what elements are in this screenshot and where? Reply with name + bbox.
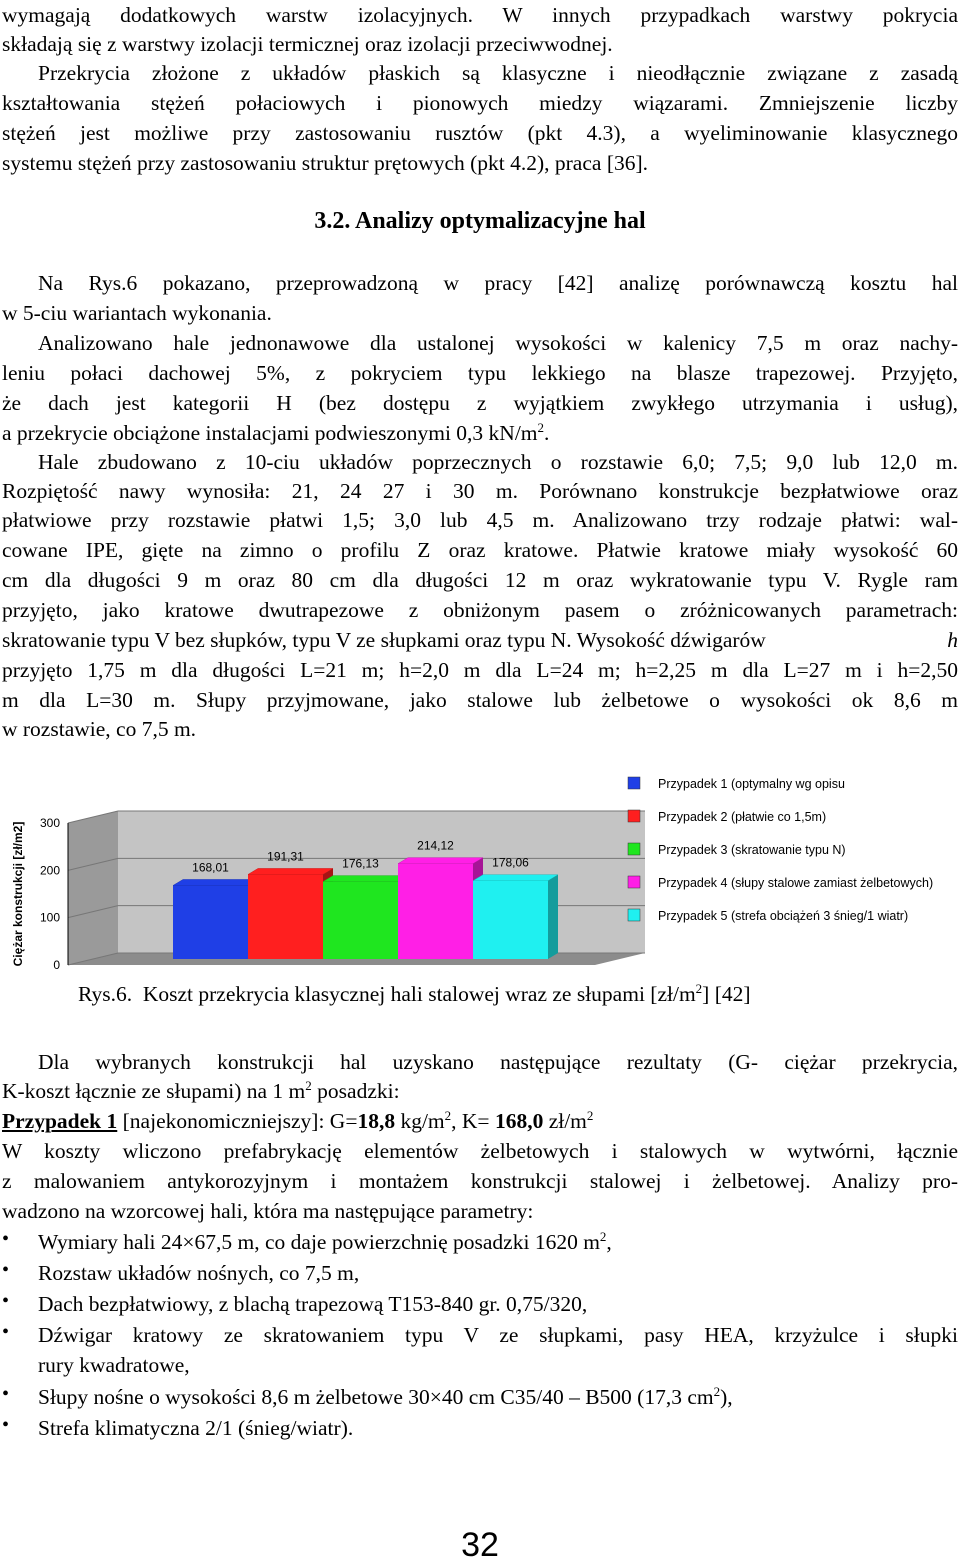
bar — [173, 885, 248, 959]
y-tick-label: 0 — [53, 958, 60, 972]
text-line: W koszty wliczono prefabrykację elementów żelbetowych i stalowych w wytwórni, łącznie — [2, 1139, 958, 1163]
text-segment: ), — [720, 1385, 733, 1409]
legend-label: Przypadek 2 (płatwie co 1,5m) — [658, 810, 827, 824]
bullet-icon: • — [2, 1228, 10, 1250]
y-axis-label: Ciężar konstrukcji [zł/m2] — [11, 821, 25, 967]
text-line: z malowaniem antykorozyjnym i montażem konstrukcji stalowej i żelbetowej. Analizy pro- — [2, 1169, 958, 1193]
superscript: 2 — [537, 420, 545, 435]
text-line: przyjęto, jako kratowe dwutrapezowe z obniżonym pasem o zróżnicowanych parametrach: — [2, 598, 958, 622]
text-line — [2, 418, 958, 448]
legend-label: Przypadek 5 (strefa obciążeń 3 śnieg/1 wiatr) — [658, 909, 909, 923]
bar-chart — [0, 765, 960, 980]
text-line: płatwiowe przy rozstawie płatwi 1,5; 3,0 lub 4,5 m. Analizowano trzy rodzaje płatwi: wal- — [2, 508, 958, 532]
bullet-icon: • — [2, 1259, 10, 1281]
text-segment: skratowanie typu V bez słupków, typu V ze słupkami oraz typu N. Wysokość dźwigarów — [2, 628, 766, 652]
legend-swatch — [628, 909, 640, 921]
text-segment: Wymiary hali 24×67,5 m, co daje powierzchnię posadzki 1620 m — [38, 1230, 600, 1254]
data-label: 176,13 — [342, 856, 379, 871]
text-line: Przekrycia złożone z układów płaskich są klasyczne i nieodłącznie związane z zasadą — [38, 61, 958, 85]
case-label: Przypadek 1 — [2, 1109, 118, 1133]
text-line: że dach jest kategorii H (bez dostępu z wyjątkiem zwykłego utrzymania i usług), — [2, 391, 958, 415]
bar-side — [548, 875, 558, 959]
k-value: 168,0 — [494, 1109, 544, 1133]
text-line: w rozstawie, co 7,5 m. — [2, 717, 197, 741]
legend-label: Przypadek 1 (optymalny wg opisu — [658, 777, 845, 791]
list-item-continuation: rury kwadratowe, — [38, 1353, 190, 1377]
text-line — [2, 625, 958, 655]
list-item — [38, 1227, 958, 1257]
text-line: cm dla długości 9 m oraz 80 cm dla długości 12 m oraz wykratowanie typu V. Rygle ram — [2, 568, 958, 592]
text-line: Na Rys.6 pokazano, przeprowadzoną w pracy [42] analizę porównawczą kosztu hal — [38, 271, 958, 295]
superscript: 2 — [599, 1229, 607, 1244]
text-line: wadzono na wzorcowej hali, która ma następujące parametry: — [2, 1199, 534, 1223]
g-value: 18,8 — [357, 1109, 396, 1133]
y-tick-label: 200 — [39, 863, 60, 878]
bar-top — [398, 858, 483, 864]
legend-label: Przypadek 3 (skratowanie typu N) — [658, 843, 846, 857]
chart-side-wall — [68, 811, 118, 965]
text-line: m dla L=30 m. Słupy przyjmowane, jako stalowe lub żelbetowe o wysokości ok 8,6 m — [2, 688, 958, 712]
legend-label: Przypadek 4 (słupy stalowe zamiast żelbetowych) — [658, 876, 934, 890]
bar — [398, 864, 473, 959]
text-line: w 5-ciu wariantach wykonania. — [2, 301, 272, 325]
caption-tail: ] [42] — [702, 982, 751, 1006]
text-segment: Słupy nośne o wysokości 8,6 m żelbetowe 30×40 cm C35/40 – B500 (17,3 cm — [38, 1385, 714, 1409]
legend-swatch — [628, 810, 640, 822]
text-line: Hale zbudowano z 10-ciu układów poprzecznych o rozstawie 6,0; 7,5; 9,0 lub 12,0 m. — [38, 450, 958, 474]
text-line — [2, 1076, 958, 1106]
data-label: 168,01 — [192, 860, 229, 875]
legend-swatch — [628, 843, 640, 855]
bar-top — [323, 876, 408, 882]
y-tick-label: 300 — [39, 816, 60, 830]
bar-top — [473, 875, 558, 881]
superscript: 2 — [586, 1108, 594, 1123]
italic-symbol: h — [947, 628, 958, 652]
bullet-icon: • — [2, 1290, 10, 1312]
list-item: Strefa klimatyczna 2/1 (śnieg/wiatr). — [38, 1416, 354, 1440]
text-segment: zł/m — [543, 1109, 587, 1133]
bar — [323, 882, 398, 959]
caption-label: Rys.6. — [78, 982, 133, 1006]
text-segment: K-koszt łącznie ze słupami) na 1 m — [2, 1079, 306, 1103]
bullet-icon: • — [2, 1414, 10, 1436]
caption-text: Koszt przekrycia klasycznej hali stalowej wraz ze słupami [zł/m — [142, 982, 696, 1006]
text-segment: , K= — [451, 1109, 495, 1133]
section-heading: 3.2. Analizy optymalizacyjne hal — [314, 208, 646, 234]
superscript: 2 — [713, 1384, 721, 1399]
text-line: stężeń jest możliwe przy zastosowaniu rusztów (pkt 4.3), a wyeliminowanie klasycznego — [2, 121, 958, 145]
text-line: Rozpiętość nawy wynosiła: 21, 24 27 i 30 m. Porównano konstrukcje bezpłatwiowe oraz — [2, 479, 958, 503]
bar-top — [173, 879, 258, 885]
text-line: systemu stężeń przy zastosowaniu struktur prętowych (pkt 4.2), praca [36]. — [2, 151, 649, 175]
superscript: 2 — [695, 981, 703, 996]
superscript: 2 — [444, 1108, 452, 1123]
text-line: cowane IPE, gięte na zimno o profilu Z oraz kratowe. Płatwie kratowe miały wysokość 60 — [2, 538, 958, 562]
text-segment: . — [544, 421, 550, 445]
text-line: Dla wybranych konstrukcji hal uzyskano następujące rezultaty (G- ciężar przekrycia, — [38, 1050, 958, 1074]
bullet-icon: • — [2, 1383, 10, 1405]
list-item — [38, 1382, 958, 1412]
figure-caption — [78, 982, 751, 1007]
text-line: kształtowania stężeń połaciowych i pionowych miedzy wiązarami. Zmniejszenie liczby — [2, 91, 958, 115]
bar — [248, 874, 323, 959]
list-item: Dźwigar kratowy ze skratowaniem typu V ze słupkami, pasy HEA, krzyżulce i słupki — [38, 1323, 958, 1347]
text-segment: kg/m — [395, 1109, 445, 1133]
legend-swatch — [628, 876, 640, 888]
page-number: 32 — [461, 1526, 499, 1564]
text-segment: , — [606, 1230, 612, 1254]
bar-top — [248, 868, 333, 874]
data-label: 214,12 — [417, 838, 454, 853]
legend-swatch — [628, 777, 640, 789]
text-line — [2, 1106, 958, 1136]
data-label: 191,31 — [267, 849, 304, 864]
superscript: 2 — [305, 1078, 312, 1093]
text-line: składają się z warstwy izolacji termicznej oraz izolacji przeciwwodnej. — [2, 32, 613, 56]
text-segment: [najekonomiczniejszy]: G= — [117, 1109, 358, 1133]
list-item: Rozstaw układów nośnych, co 7,5 m, — [38, 1261, 360, 1285]
bullet-icon: • — [2, 1321, 10, 1343]
text-line: wymagają dodatkowych warstw izolacyjnych. W innych przypadkach warstwy pokrycia — [2, 3, 958, 27]
text-segment: a przekrycie obciążone instalacjami podwieszonymi 0,3 kN/m — [2, 421, 538, 445]
y-tick-label: 100 — [39, 910, 60, 925]
data-label: 178,06 — [492, 855, 529, 870]
text-line: Analizowano hale jednonawowe dla ustalonej wysokości w kalenicy 7,5 m oraz nachy- — [38, 331, 958, 355]
text-line: przyjęto 1,75 m dla długości L=21 m; h=2,0 m dla L=24 m; h=2,25 m dla L=27 m i h=2,50 — [2, 658, 958, 682]
bar — [473, 881, 548, 959]
text-line: leniu połaci dachowej 5%, z pokryciem typu lekkiego na blasze trapezowej. Przyjęto, — [2, 361, 958, 385]
text-segment: posadzki: — [311, 1079, 400, 1103]
list-item: Dach bezpłatwiowy, z blachą trapezową T153-840 gr. 0,75/320, — [38, 1292, 588, 1316]
